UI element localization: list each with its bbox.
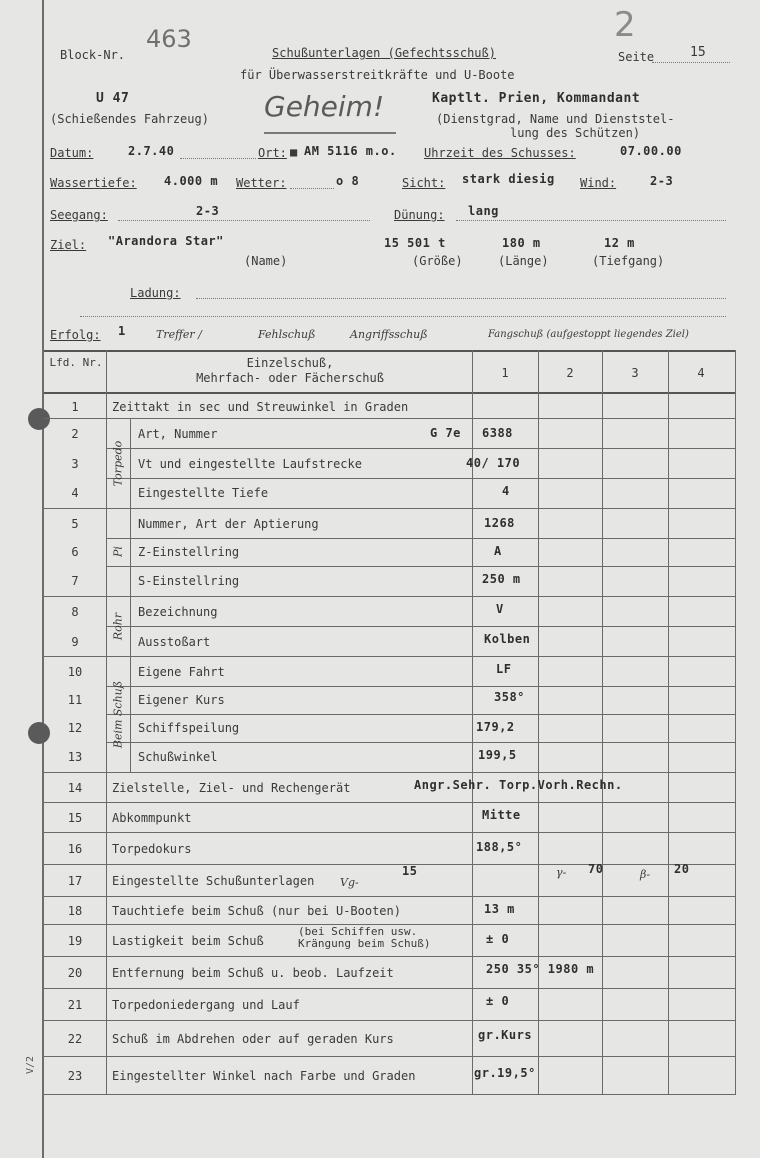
row-label: Eigene Fahrt (138, 665, 225, 679)
row-label: Lastigkeit beim Schuß (112, 934, 264, 948)
duenung-label: Dünung: (394, 208, 445, 222)
secret-stamp: Geheim! (264, 90, 385, 123)
row-value: 358° (494, 690, 525, 704)
group-torpedo: Torpedo (111, 440, 125, 487)
row-value: A (494, 544, 502, 558)
col-3: 3 (631, 366, 639, 380)
form-subtitle: für Überwasserstreitkräfte und U-Boote (240, 68, 515, 82)
row-label: Tauchtiefe beim Schuß (nur bei U-Booten) (112, 904, 401, 918)
wetter-value: o 8 (336, 174, 360, 188)
row-number: 13 (67, 750, 83, 764)
group-rohr: Rohr (111, 612, 125, 641)
row19-note-1: (bei Schiffen usw. (298, 925, 418, 938)
row-value: 250 m (482, 572, 521, 586)
group-beim-schuss: Beim Schuß (111, 680, 125, 749)
row-number: 17 (67, 874, 83, 888)
caption-tiefgang: (Tiefgang) (592, 254, 665, 268)
caption-laenge: (Länge) (498, 254, 549, 268)
row-value: LF (496, 662, 512, 676)
block-label: Block-Nr. (60, 48, 126, 62)
ziel-groesse: 15 501 t (384, 236, 446, 250)
shooter-caption-1: (Dienstgrad, Name und Dienststel- (436, 112, 675, 126)
erfolg-angriff: Angriffsschuß (350, 328, 428, 341)
ladung-label: Ladung: (130, 286, 181, 300)
row-number: 4 (71, 486, 79, 500)
row-value: ± 0 (486, 994, 510, 1008)
page-label: Seite (618, 50, 655, 64)
row-number: 22 (67, 1032, 83, 1046)
row-label: Eingestellter Winkel nach Farbe und Graden (112, 1069, 416, 1083)
row-value: Kolben (484, 632, 531, 646)
col-desc-2: Mehrfach- oder Fächerschuß (196, 371, 384, 385)
row-label: Torpedoniedergang und Lauf (112, 998, 300, 1012)
page-note: 2 (614, 5, 636, 45)
row-label: Eingestellte Schußunterlagen (112, 874, 315, 888)
col-lfd: Lfd. Nr. (49, 356, 103, 369)
seegang-label: Seegang: (50, 208, 108, 222)
row-label: Nummer, Art der Aptierung (138, 517, 319, 531)
row-number: 6 (71, 545, 79, 559)
row-label: Ausstoßart (138, 635, 211, 649)
row-label: Bezeichnung (138, 605, 218, 619)
wassertiefe-value: 4.000 m (164, 174, 219, 188)
row-number: 15 (67, 811, 83, 825)
row-label: Abkommpunkt (112, 811, 192, 825)
row-label: Schiffspeilung (138, 721, 240, 735)
row-value: 40/ 170 (466, 456, 521, 470)
square-icon: ■ (290, 145, 298, 159)
row-2-prefix: G 7e (430, 426, 461, 440)
caption-groesse: (Größe) (412, 254, 463, 268)
row-label: Schußwinkel (138, 750, 218, 764)
row-number: 3 (71, 457, 79, 471)
erfolg-fehlschuss: Fehlschuß (258, 328, 316, 341)
row-number: 19 (67, 934, 83, 948)
erfolg-label: Erfolg: (50, 328, 101, 342)
page-number: 15 (690, 45, 706, 60)
row-number: 7 (71, 574, 79, 588)
row-number: 12 (67, 721, 83, 735)
row-label: Torpedokurs (112, 842, 192, 856)
row17-beta-label: β- (640, 868, 651, 881)
row17-beta-value: 20 (674, 862, 690, 876)
row-value: 250 35° 1980 m (486, 962, 595, 976)
row-value: ± 0 (486, 932, 510, 946)
row-number: 11 (67, 693, 83, 707)
wassertiefe-label: Wassertiefe: (50, 176, 137, 190)
row-number: 8 (71, 605, 79, 619)
datum-value: 2.7.40 (128, 144, 175, 158)
row-label: Entfernung beim Schuß u. beob. Laufzeit (112, 966, 394, 980)
row-value: 13 m (484, 902, 515, 916)
row-number: 10 (67, 665, 83, 679)
row-number: 23 (67, 1069, 83, 1083)
row-value: 6388 (482, 426, 513, 440)
erfolg-treffer: Treffer / (156, 328, 202, 341)
row-value: 199,5 (478, 748, 517, 762)
margin-note: V/2 (25, 1055, 37, 1075)
erfolg-fang: Fangschuß (aufgestoppt liegendes Ziel) (488, 329, 689, 340)
col-4: 4 (697, 366, 705, 380)
uhrzeit-value: 07.00.00 (620, 144, 682, 158)
caption-name: (Name) (244, 254, 288, 268)
sicht-label: Sicht: (402, 176, 446, 190)
row-label: Eigener Kurs (138, 693, 225, 707)
row-value: 179,2 (476, 720, 515, 734)
row-number: 1 (71, 400, 79, 414)
wind-label: Wind: (580, 176, 617, 190)
erfolg-treffer-count: 1 (118, 324, 126, 338)
col-desc-1: Einzelschuß, (246, 356, 334, 370)
ziel-label: Ziel: (50, 238, 87, 252)
ziel-name: "Arandora Star" (108, 234, 224, 248)
ort-label: Ort: (258, 146, 287, 160)
row-number: 14 (67, 781, 83, 795)
row19-note-2: Krängung beim Schuß) (298, 937, 431, 950)
row-value: 188,5° (476, 840, 523, 854)
wind-value: 2-3 (650, 174, 674, 188)
row-number: 16 (67, 842, 83, 856)
row-label: Vt und eingestellte Laufstrecke (138, 457, 362, 471)
row-label: Zeittakt in sec und Streuwinkel in Graden (112, 400, 409, 414)
vessel-name: U 47 (96, 91, 130, 106)
uhrzeit-label: Uhrzeit des Schusses: (424, 146, 576, 160)
row-value: V (496, 602, 504, 616)
row-value: Angr.Sehr. Torp.Vorh.Rechn. (414, 778, 623, 792)
seegang-value: 2-3 (196, 204, 220, 218)
row-number: 20 (67, 966, 83, 980)
ziel-laenge: 180 m (502, 236, 541, 250)
row-label: Eingestellte Tiefe (138, 486, 269, 500)
shooter-caption-2: lung des Schützen) (510, 126, 641, 140)
row17-vg-label: Vg- (340, 876, 359, 889)
row-value: Mitte (482, 808, 521, 822)
block-number: 463 (146, 25, 192, 53)
ziel-tiefgang: 12 m (604, 236, 635, 250)
row-label: Schuß im Abdrehen oder auf geraden Kurs (112, 1032, 394, 1046)
col-2: 2 (566, 366, 574, 380)
row-number: 9 (71, 635, 79, 649)
row17-gamma-label: γ- (556, 866, 567, 879)
row-number: 5 (71, 517, 79, 531)
row-label: Art, Nummer (138, 427, 218, 441)
row-value: 1268 (484, 516, 515, 530)
row-value: gr.19,5° (474, 1066, 536, 1080)
row17-gamma-value: 70 (588, 862, 604, 876)
row-label: S-Einstellring (138, 574, 240, 588)
wetter-label: Wetter: (236, 176, 287, 190)
row-number: 18 (67, 904, 83, 918)
form-title: Schußunterlagen (Gefechtsschuß) (272, 46, 496, 60)
shooter-name: Kaptlt. Prien, Kommandant (432, 91, 641, 106)
ort-value: AM 5116 m.o. (304, 144, 397, 158)
row-value: 4 (502, 484, 510, 498)
sicht-value: stark diesig (462, 172, 555, 186)
col-1: 1 (501, 366, 509, 380)
row-value: gr.Kurs (478, 1028, 533, 1042)
datum-label: Datum: (50, 146, 94, 160)
row17-vg-value: 15 (402, 864, 418, 878)
row-number: 21 (67, 998, 83, 1012)
row-label: Zielstelle, Ziel- und Rechengerät (112, 781, 351, 795)
row-label: Z-Einstellring (138, 545, 240, 559)
vessel-caption: (Schießendes Fahrzeug) (50, 112, 209, 126)
duenung-value: lang (468, 204, 499, 218)
row-number: 2 (71, 427, 79, 441)
group-pi: Pi (111, 546, 125, 557)
